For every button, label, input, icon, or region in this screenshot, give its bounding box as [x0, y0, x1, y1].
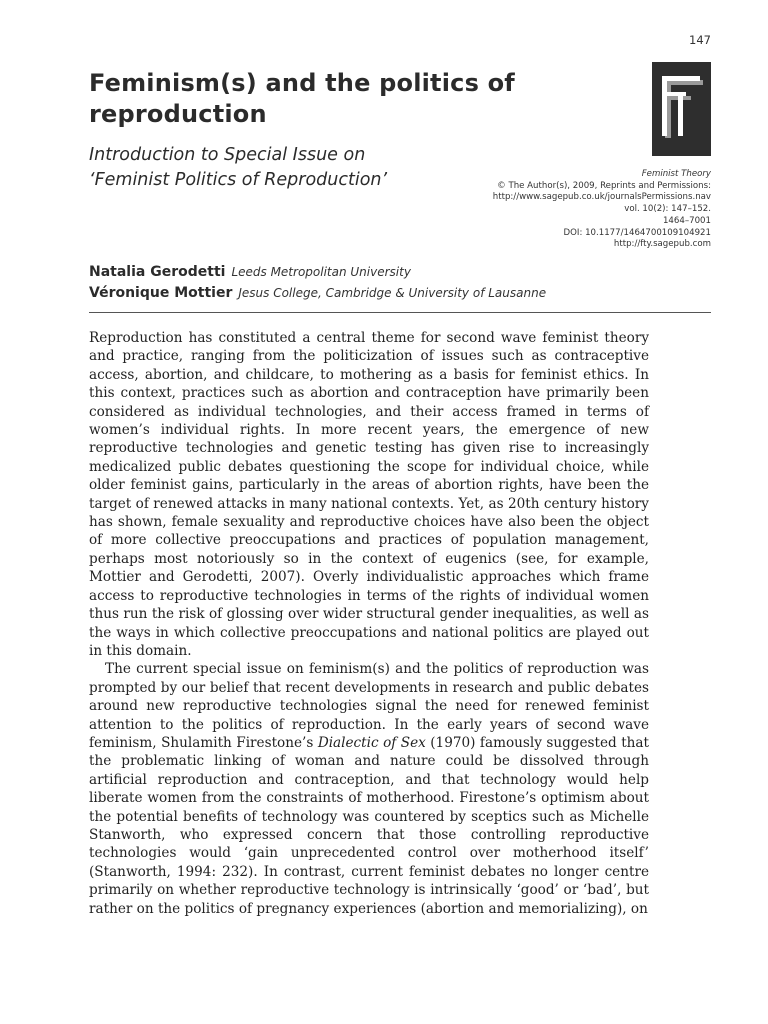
book-title: Dialectic of Sex [317, 734, 426, 751]
journal-logo [652, 62, 711, 156]
author-item [89, 260, 709, 281]
volume-info: vol. 10(2): 147–152. [624, 204, 711, 215]
doi[interactable]: DOI: 10.1177/1464700109104921 [563, 227, 711, 238]
article-title: Feminism(s) and the politics of reproduction [89, 69, 515, 128]
permissions-link[interactable]: http://www.sagepub.co.uk/journalsPermissions.nav [492, 192, 711, 203]
author-name: Natalia Gerodetti [89, 264, 226, 280]
issn: 1464–7001 [662, 215, 711, 226]
journal-site-link[interactable]: http://fty.sagepub.com [613, 239, 711, 250]
journal-name: Feminist Theory [641, 169, 711, 179]
author-affiliation: Jesus College, Cambridge & University of Lausanne [238, 286, 547, 300]
author-affiliation: Leeds Metropolitan University [231, 265, 411, 279]
author-name: Véronique Mottier [89, 285, 233, 301]
page-number: 147 [689, 33, 711, 47]
body-paragraph: Reproduction has constituted a central theme for second wave feminist theory and practice, ranging from the politicization of issues such as contraceptive access, abortion, and childcare, to mothering as a basis for feminist ethics. In this context, practices such as abortion and contraception have primarily been considered as individual technologies, and their access framed in terms of women’s individual rights. In more recent years, the emergence of new reproductive technologies and genetic testing has given rise to increasingly medicalized public debates questioning the scope for individual choice, while older feminist gains, particularly in the areas of abortion rights, have been the target of renewed attacks in many national contexts. Yet, as 20th century history has shown, female sexuality and reproductive choices have also been the object of more collective preoccupations and practices of population management, perhaps most notoriously so in the context of eugenics (see, for example, Mottier and Gerodetti, 2007). Overly individualistic approaches which frame access to reproductive technologies in terms of the rights of individual women thus run the risk of glossing over wider structural gender inequalities, as well as the ways in which collective preoccupations and national politics are played out in this domain. [89, 330, 649, 659]
publication-metadata [440, 169, 711, 251]
paragraph-text: (1970) famously suggested that the problematic linking of woman and nature could be dissolved through artificial reproduction and contraception, and that technology would help liberate women from the constraints of motherhood. Firestone’s optimism about the potential benefits of technology was countered by sceptics such as Michelle Stanworth, who expressed concern that those controlling reproductive technologies would ‘gain unprecedented control over motherhood itself’ (Stanworth, 1994: 232). In contrast, current feminist debates no longer centre primarily on whether reproductive technology is intrinsically ‘good’ or ‘bad’, but rather on the politics of pregnancy experiences (abortion and memorializing), on [89, 734, 649, 917]
header-divider [89, 312, 711, 313]
body-paragraph [89, 660, 649, 918]
ft-logo-icon [652, 62, 711, 156]
article-subtitle: Introduction to Special Issue on ‘Feminist Politics of Reproduction’ [89, 145, 388, 190]
author-list [89, 260, 709, 302]
author-item [89, 281, 709, 302]
copyright-line: © The Author(s), 2009, Reprints and Permissions: [497, 180, 711, 191]
paragraph-text: The current special issue on feminism(s) and the politics of reproduction was prompted by our belief that recent developments in research and public debates around new reproductive technologies signal the need for renewed feminist attention to the politics of reproduction. In the early years of second wave feminism, Shulamith Firestone’s [89, 661, 649, 751]
article-body [89, 329, 649, 918]
